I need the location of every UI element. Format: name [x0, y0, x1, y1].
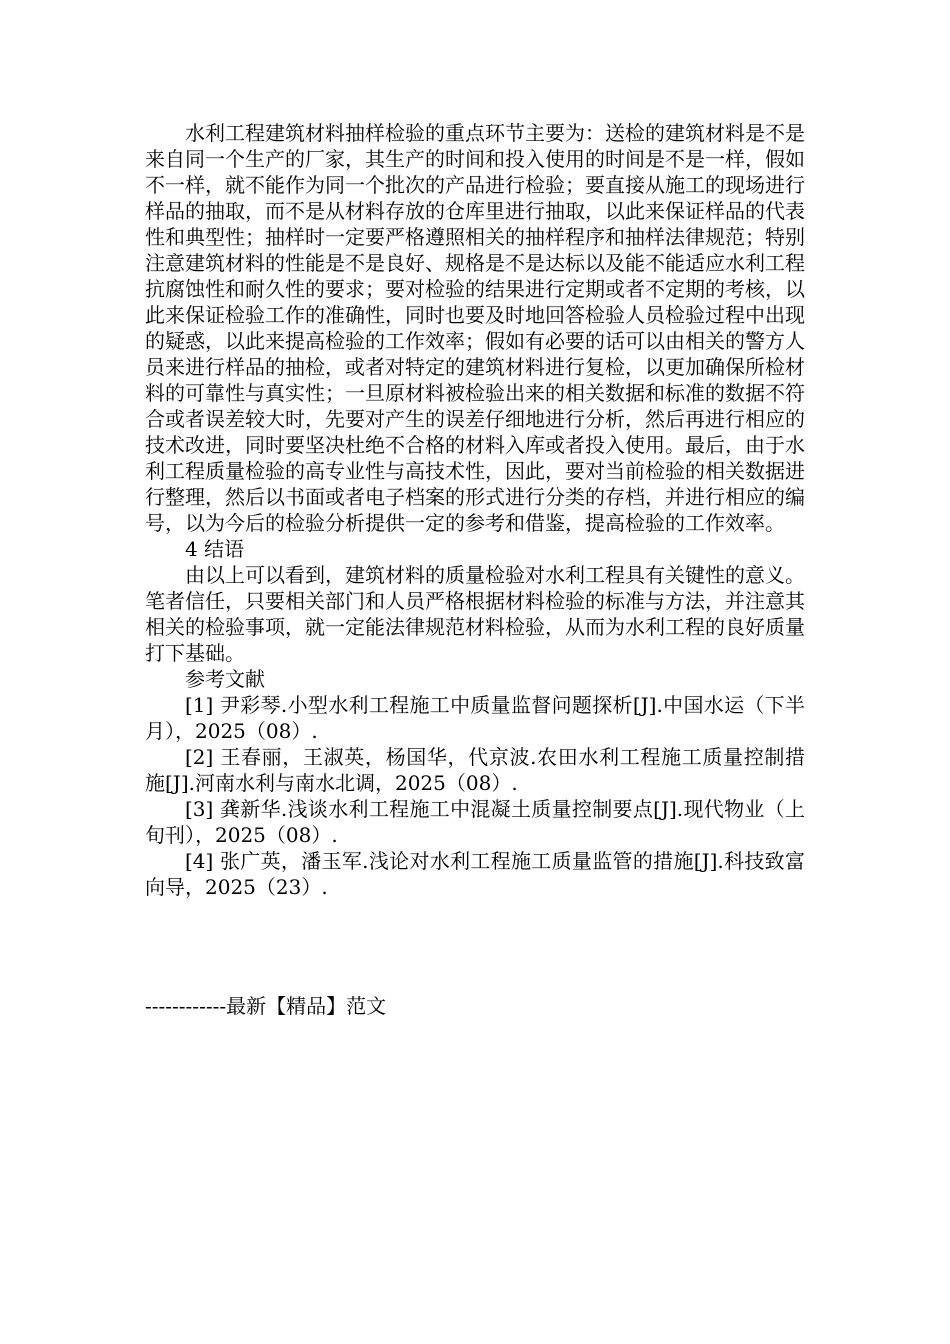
- reference-item-4: [4] 张广英，潘玉军.浅论对水利工程施工质量监管的措施[J].科技致富向导，2025（23）.: [145, 849, 805, 899]
- section-heading-conclusion: 4 结语: [185, 537, 245, 561]
- references-heading: 参考文献: [185, 667, 265, 691]
- footer-text: ------------最新【精品】范文: [145, 994, 387, 1018]
- body-paragraph: 水利工程建筑材料抽样检验的重点环节主要为：送检的建筑材料是不是来自同一个生产的厂家，其生产的时间和投入使用的时间是不是一样，假如不一样，就不能作为同一个批次的产品进行检验；要直接从施工的现场进行样品的抽取，而不是从材料存放的仓库里进行抽取，以此来保证样品的代表性和典型性；抽样时一定要严格遵照相关的抽样程序和抽样法律规范；特别注意建筑材料的性能是不是良好、规格是不是达标以及能不能适应水利工程抗腐蚀性和耐久性的要求；要对检验的结果进行定期或者不定期的考核，以此来保证检验工作的准确性，同时也要及时地回答检验人员检验过程中出现的疑惑，以此来提高检验的工作效率；假如有必要的话可以由相关的警方人员来进行样品的抽检，或者对特定的建筑材料进行复检，以更加确保所检材料的可靠性与真实性；一旦原材料被检验出来的相关数据和标准的数据不符合或者误差较大时，先要对产生的误差仔细地进行分析，然后再进行相应的技术改进，同时要坚决杜绝不合格的材料入库或者投入使用。最后，由于水利工程质量检验的高专业性与高技术性，因此，要对当前检验的相关数据进行整理，然后以书面或者电子档案的形式进行分类的存档，并进行相应的编号，以为今后的检验分析提供一定的参考和借鉴，提高检验的工作效率。: [145, 121, 805, 535]
- document-body: [145, 120, 805, 900]
- conclusion-paragraph: 由以上可以看到，建筑材料的质量检验对水利工程具有关键性的意义。笔者信任，只要相关部门和人员严格根据材料检验的标准与方法，并注意其相关的检验事项，就一定能法律规范材料检验，从而为水利工程的良好质量打下基础。: [145, 563, 805, 665]
- reference-item-2: [2] 王春丽，王淑英，杨国华，代京波.农田水利工程施工质量控制措施[J].河南水利与南水北调，2025（08）.: [145, 745, 805, 795]
- reference-item-1: [1] 尹彩琴.小型水利工程施工中质量监督问题探析[J].中国水运（下半月），2025（08）.: [145, 693, 805, 743]
- reference-item-3: [3] 龚新华.浅谈水利工程施工中混凝土质量控制要点[J].现代物业（上旬刊），2025（08）.: [145, 797, 805, 847]
